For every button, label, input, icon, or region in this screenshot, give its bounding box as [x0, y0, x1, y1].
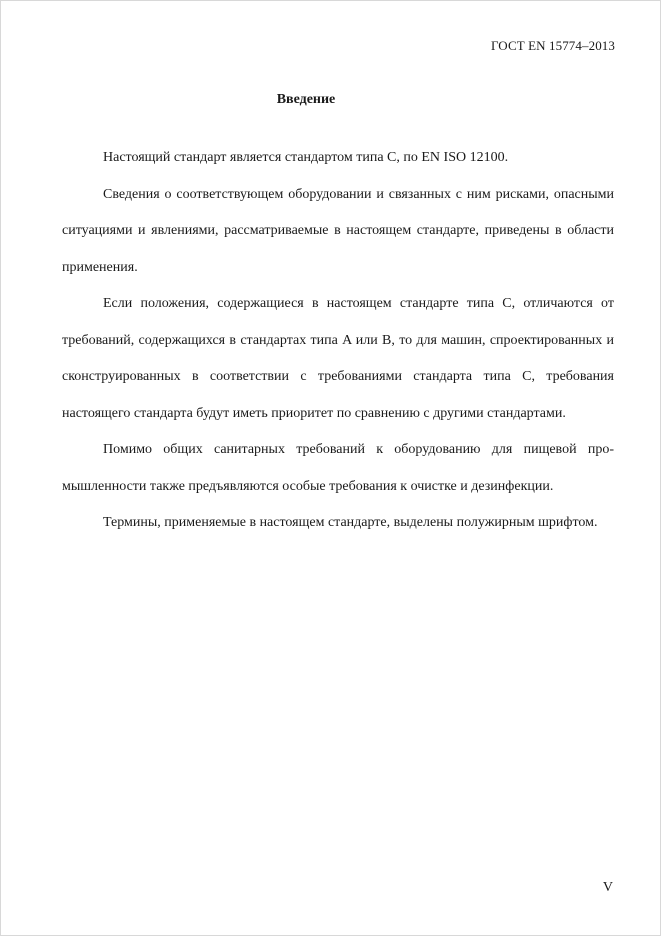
page-number: V	[602, 880, 613, 895]
paragraph-2: Сведения о соответствующем оборудовании и связанных с ним рисками, опасными ситуациями и явлениями, рассматриваемые в настоящем стандарте, приведены в области применения.	[62, 186, 614, 275]
paragraph-5: Термины, применяемые в настоящем стандарте, выделены полужирным шрифтом.	[103, 515, 598, 530]
paragraph-1: Настоящий стандарт является стандартом типа C, по EN ISO 12100.	[103, 150, 509, 165]
paragraph-3: Если положения, содержащиеся в настоящем стандарте типа C, отличаются от требований, содержащихся в стандартах типа A или B, то для машин, спроектированных и сконструированных в соответствии с требованиями стандарта типа C, требования настоящего стандарта будут иметь приоритет по сравнению с другими стандартами.	[62, 296, 614, 421]
section-title: Введение	[276, 92, 336, 107]
paragraph-4: Помимо общих санитарных требований к оборудованию для пищевой промышленности также предъявляются особые требования к очистке и дезинфекции.	[62, 442, 614, 494]
document-code: ГОСТ EN 15774–2013	[491, 38, 615, 53]
body-text	[62, 140, 614, 542]
